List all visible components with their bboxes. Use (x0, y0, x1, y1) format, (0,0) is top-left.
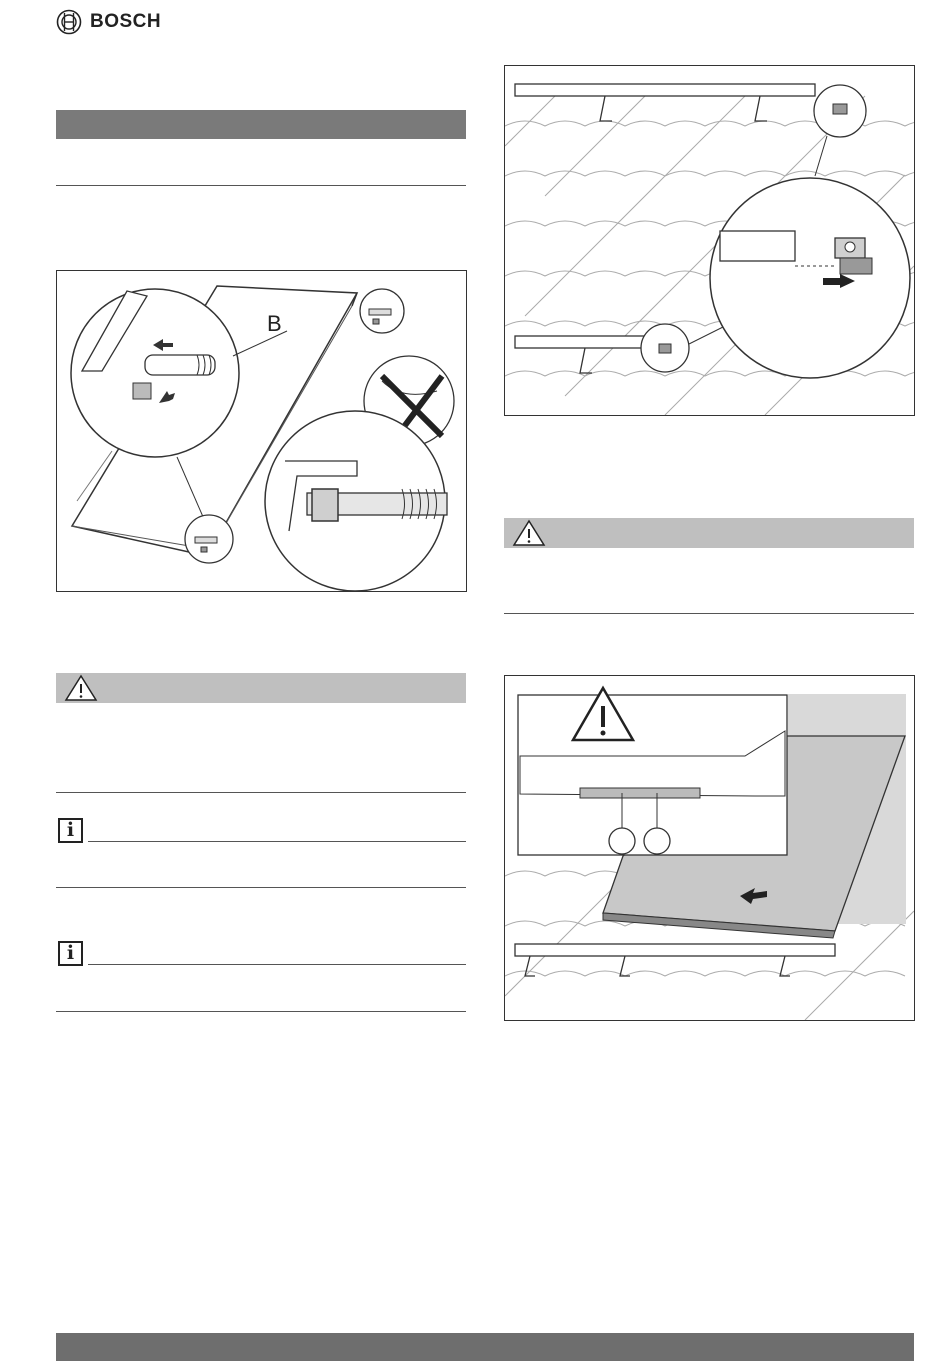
divider (504, 613, 914, 614)
collector-placement-illustration (505, 676, 914, 1020)
info-icon: i (58, 818, 83, 843)
connection-illustration (57, 271, 466, 591)
brand-logo (56, 9, 161, 35)
warning-bar (56, 673, 466, 703)
roof-rail-illustration (505, 66, 914, 415)
info-divider (88, 841, 466, 842)
section-heading-bar (56, 110, 466, 139)
figure-collector-placement (504, 675, 915, 1021)
divider (56, 792, 466, 793)
divider (56, 1011, 466, 1012)
info-icon: i (58, 941, 83, 966)
figure-roof-rail-clamp (504, 65, 915, 416)
divider (56, 185, 466, 186)
bosch-armature-icon (56, 9, 82, 35)
figure-collector-connection (56, 270, 467, 592)
info-divider (88, 964, 466, 965)
brand-name: BOSCH (90, 11, 162, 32)
footer-bar (56, 1333, 914, 1361)
warning-icon (512, 519, 546, 547)
panel-label: B (267, 311, 282, 336)
divider (56, 887, 466, 888)
warning-bar (504, 518, 914, 548)
warning-icon (64, 674, 98, 702)
